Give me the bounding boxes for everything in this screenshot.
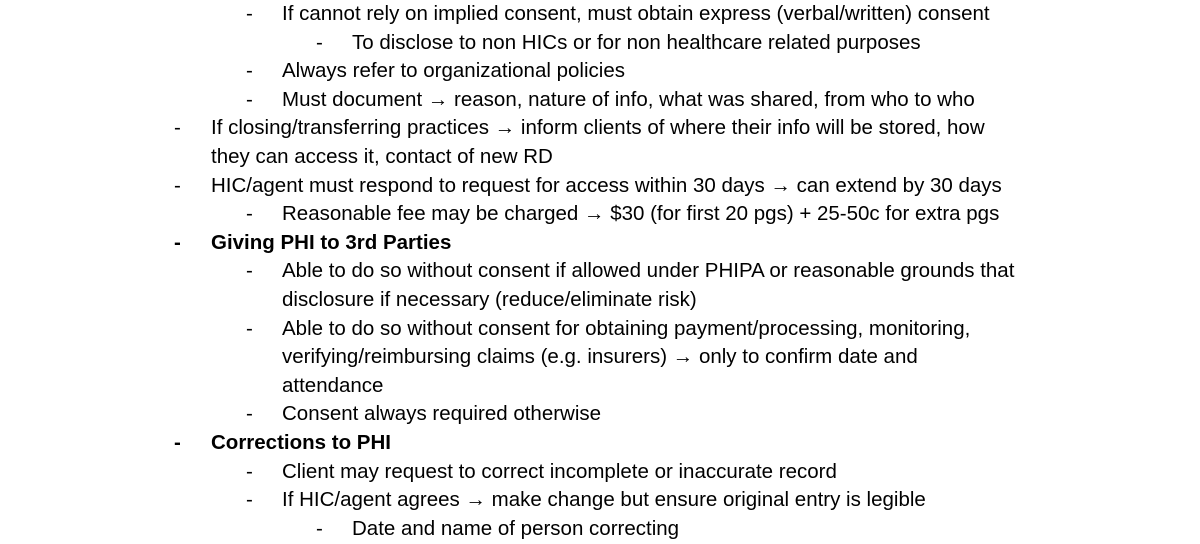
list-item-text: Must document → reason, nature of info, what was shared, from who to who — [282, 87, 975, 111]
list-item-text: Able to do so without consent for obtaining payment/processing, monitoring, — [282, 316, 971, 340]
list-bullet: - — [246, 202, 253, 226]
list-item-text: If cannot rely on implied consent, must obtain express (verbal/written) consent — [282, 2, 990, 25]
list-item-text: attendance — [282, 373, 384, 397]
list-bullet: - — [246, 316, 253, 340]
list-item-text: they can access it, contact of new RD — [211, 145, 553, 168]
list-item-text: If HIC/agent agrees → make change but ensure original entry is legible — [282, 488, 926, 512]
list-item-text: Able to do so without consent if allowed under PHIPA or reasonable grounds that — [282, 259, 1015, 283]
list-bullet: - — [316, 30, 323, 54]
section-heading: Giving PHI to 3rd Parties — [211, 230, 452, 254]
list-bullet: - — [246, 59, 253, 83]
list-bullet: - — [246, 402, 253, 426]
list-bullet: - — [174, 173, 181, 197]
list-bullet: - — [174, 431, 181, 454]
list-bullet: - — [246, 459, 253, 483]
list-item-text: Always refer to organizational policies — [282, 59, 625, 83]
list-item-text: Consent always required otherwise — [282, 402, 602, 426]
list-bullet: - — [174, 230, 181, 254]
list-bullet: - — [246, 259, 253, 283]
list-item-text: Date and name of person correcting — [352, 516, 680, 540]
list-bullet: - — [174, 116, 181, 140]
list-bullet: - — [246, 488, 253, 512]
list-bullet: - — [246, 87, 253, 111]
list-bullet: - — [246, 2, 253, 25]
list-item-text: To disclose to non HICs or for non healthcare related purposes — [352, 30, 921, 54]
list-item-text: Reasonable fee may be charged → $30 (for first 20 pgs) + 25-50c for extra pgs — [282, 202, 1000, 226]
list-item-text: If closing/transferring practices → inform clients of where their info will be stored, how — [211, 116, 985, 140]
list-item-text: verifying/reimbursing claims (e.g. insurers) → only to confirm date and — [282, 345, 918, 369]
list-item-text: HIC/agent must respond to request for access within 30 days → can extend by 30 days — [211, 173, 1002, 197]
list-bullet: - — [316, 516, 323, 540]
list-item-text: Client may request to correct incomplete or inaccurate record — [282, 459, 837, 483]
section-heading: Corrections to PHI — [211, 431, 391, 454]
list-item-text: disclosure if necessary (reduce/eliminate risk) — [282, 288, 697, 311]
